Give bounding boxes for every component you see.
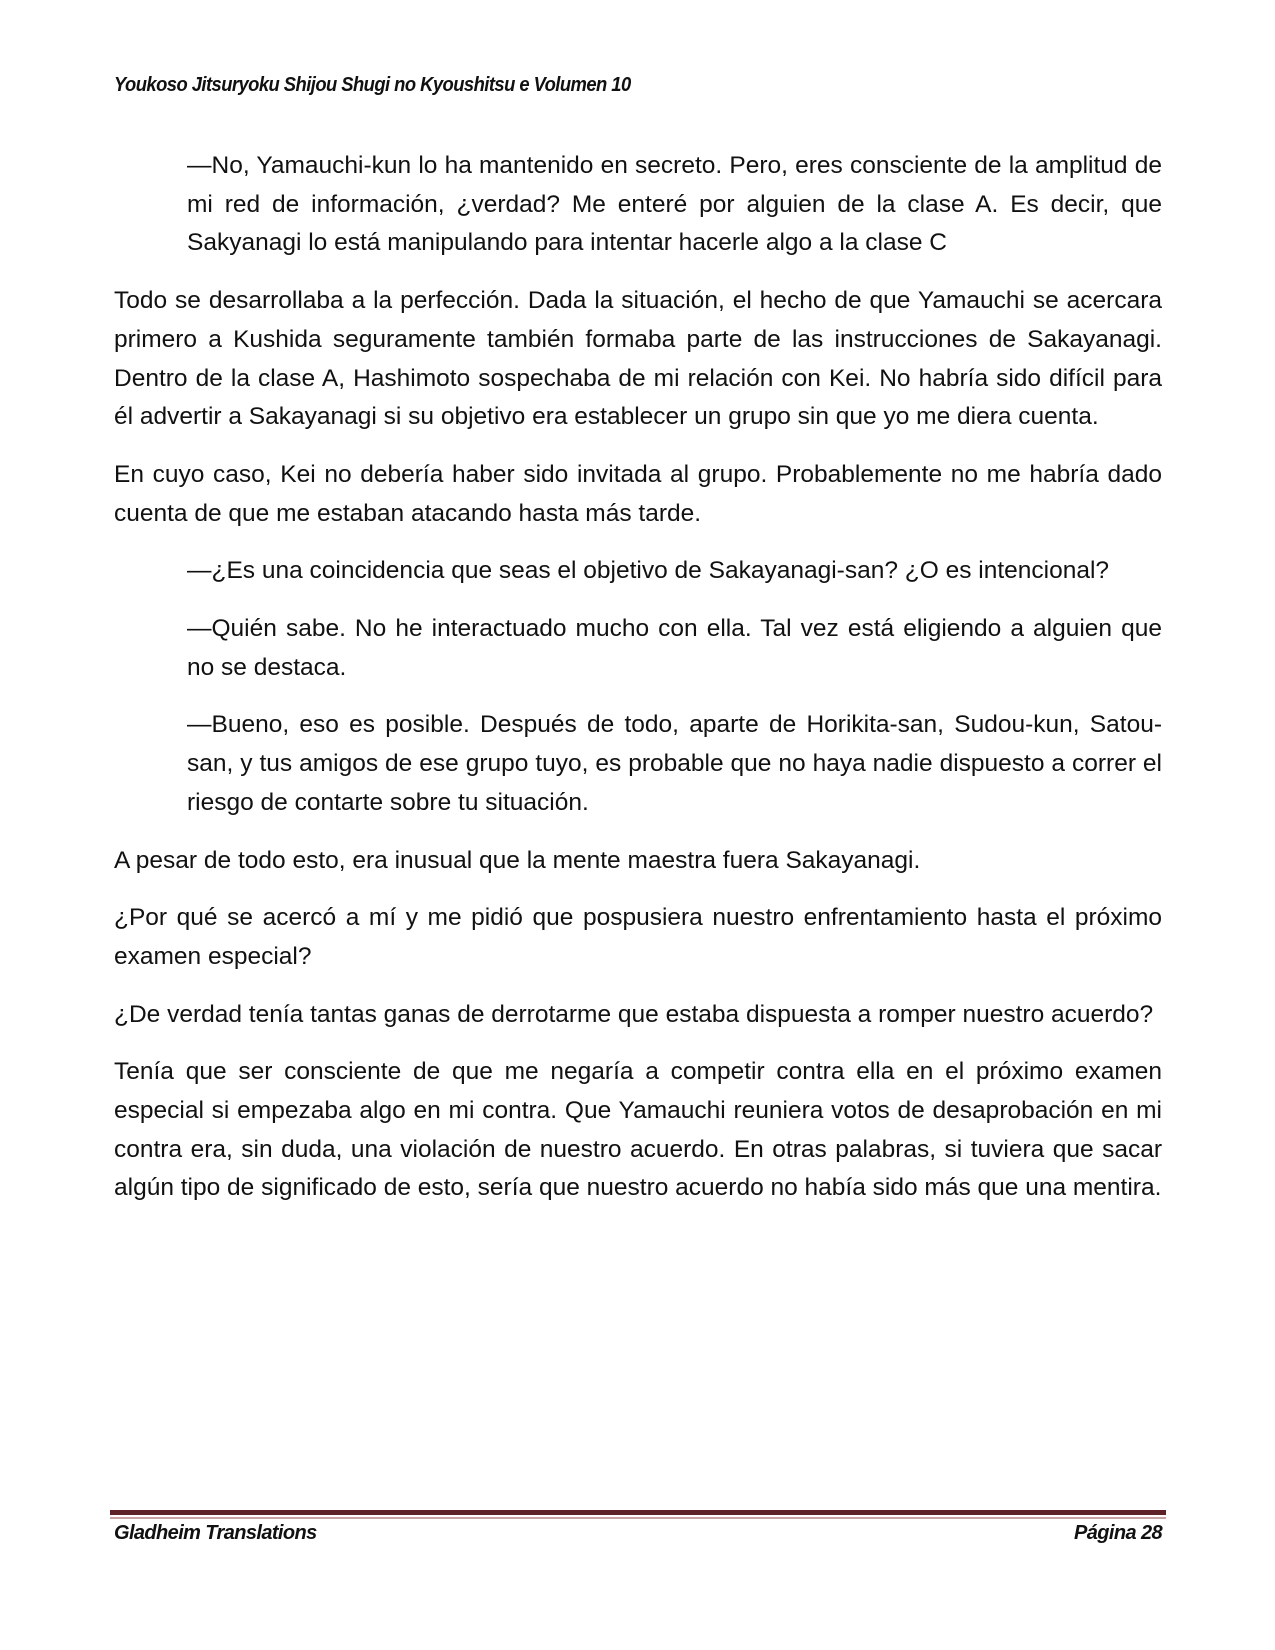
- paragraph: —Quién sabe. No he interactuado mucho con ella. Tal vez está eligiendo a alguien que no se destaca.: [187, 615, 1162, 681]
- footer-rule: [110, 1510, 1166, 1515]
- paragraph: —¿Es una coincidencia que seas el objetivo de Sakayanagi-san? ¿O es intencional?: [187, 557, 1110, 585]
- running-header: Youkoso Jitsuryoku Shijou Shugi no Kyoushitsu e Volumen 10: [114, 74, 631, 96]
- page-body: [114, 147, 1162, 1227]
- paragraph: —No, Yamauchi-kun lo ha mantenido en secreto. Pero, eres consciente de la amplitud de mi red de información, ¿verdad? Me enteré por alguien de la clase A. Es decir, que Sakyanagi lo está manipulando para intentar hacerle algo a la clase C: [187, 152, 1162, 257]
- paragraph: A pesar de todo esto, era inusual que la mente maestra fuera Sakayanagi.: [114, 846, 921, 874]
- footer-rule-thin: [110, 1517, 1166, 1519]
- paragraph: Todo se desarrollaba a la perfección. Dada la situación, el hecho de que Yamauchi se acercara primero a Kushida seguramente también formaba parte de las instrucciones de Sakayanagi. Dentro de la clase A, Hashimoto sospechaba de mi relación con Kei. No habría sido difícil para él advertir a Sakayanagi si su objetivo era establecer un grupo sin que yo me diera cuenta.: [114, 287, 1162, 431]
- footer-publisher: Gladheim Translations: [114, 1522, 317, 1544]
- paragraph: En cuyo caso, Kei no debería haber sido invitada al grupo. Probablemente no me habría dado cuenta de que me estaban atacando hasta más tarde.: [114, 460, 1162, 527]
- paragraph: —Bueno, eso es posible. Después de todo, aparte de Horikita-san, Sudou-kun, Satou-san, y tus amigos de ese grupo tuyo, es probable que no haya nadie dispuesto a correr el riesgo de contarte sobre tu situación.: [187, 711, 1162, 816]
- paragraph: ¿Por qué se acercó a mí y me pidió que pospusiera nuestro enfrentamiento hasta el próximo examen especial?: [114, 904, 1162, 970]
- page-number: Página 28: [1074, 1522, 1162, 1544]
- paragraph: Tenía que ser consciente de que me negaría a competir contra ella en el próximo examen especial si empezaba algo en mi contra. Que Yamauchi reuniera votos de desaprobación en mi contra era, sin duda, una violación de nuestro acuerdo. En otras palabras, si tuviera que sacar algún tipo de significado de esto, sería que nuestro acuerdo no había sido más que una mentira.: [114, 1058, 1162, 1202]
- paragraph: ¿De verdad tenía tantas ganas de derrotarme que estaba dispuesta a romper nuestro acuerdo?: [114, 1000, 1154, 1028]
